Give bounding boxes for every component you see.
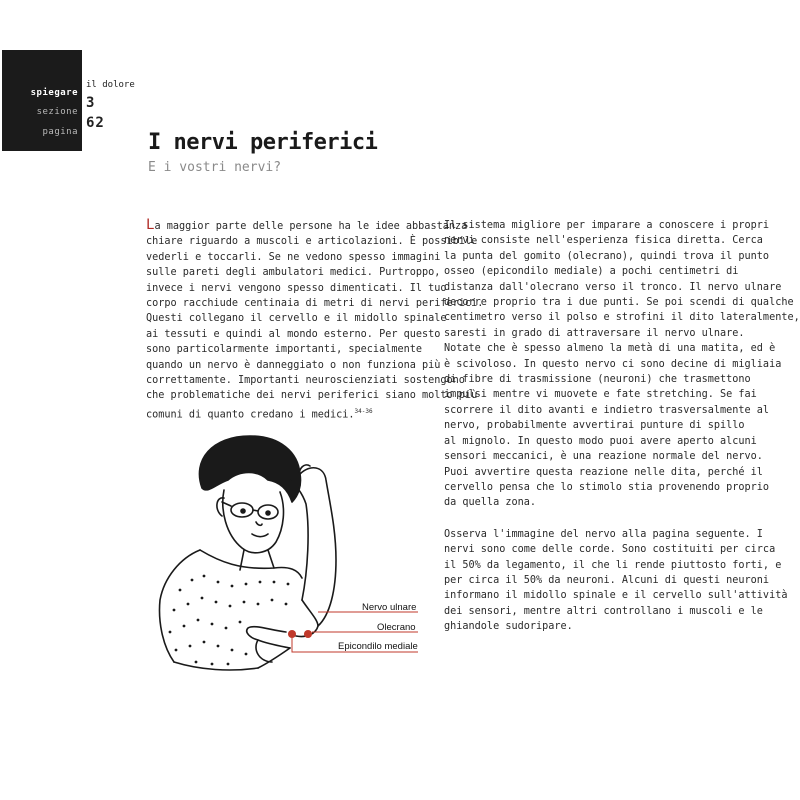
text-line: il 50% da legamento, il che li rende piuttosto forti, e	[444, 559, 782, 571]
olecrano-marker	[288, 630, 296, 638]
left-column-text	[146, 218, 483, 423]
text-line: sensori meccanici, è una reazione normale del nervo.	[444, 451, 763, 463]
text-line: nervi consiste nell'esperienza fisica diretta. Cerca	[444, 235, 763, 247]
text-line: informano il midollo spinale e il cervello sull'attività	[444, 590, 788, 602]
label-epicondilo-mediale: Epicondilo mediale	[338, 641, 418, 652]
page-subtitle: E i vostri nervi?	[148, 160, 282, 175]
category-value: il dolore	[86, 80, 135, 90]
label-olecrano: Olecrano	[377, 622, 416, 633]
page-number: 62	[86, 115, 105, 131]
text-line: Notate che è spesso almeno la metà di una matita, ed è	[444, 343, 776, 355]
citation-superscript: 34-36	[354, 407, 373, 415]
text-line: nervi sono come delle corde. Sono costituiti per circa	[444, 544, 776, 556]
first-line-rest: a maggior parte delle persone ha le idee abbastanza	[154, 221, 468, 232]
text-line: dei sensori, mentre altri controllano i muscoli e le	[444, 605, 763, 617]
text-line: ghiandole sudoripare.	[444, 621, 573, 633]
page-label: pagina	[42, 127, 78, 137]
text-line: correttamente. Importanti neuroscienziati sostengono	[146, 375, 465, 387]
text-line: impulsi mentre vi muovete e fate stretching. Se fai	[444, 389, 757, 401]
text-line: Questi collegano il cervello e il midollo spinale	[146, 313, 447, 325]
text-line: è scivoloso. In questo nervo ci sono decine di migliaia	[444, 358, 782, 370]
text-line: al mignolo. In questo modo puoi avere aperto alcuni	[444, 435, 757, 447]
text-line: decorre proprio tra i due punti. Se poi scendi di qualche	[444, 297, 794, 309]
section-label: sezione	[36, 107, 78, 117]
text-line: sono particolarmente importanti, specialmente	[146, 344, 423, 356]
dropcap: L	[146, 217, 155, 233]
right-column-text	[444, 218, 800, 635]
text-line: quando un nervo è danneggiato o non funziona più	[146, 359, 441, 371]
text-line: la punta del gomito (olecrano), quindi trova il punto	[444, 250, 770, 262]
first-line	[146, 218, 483, 234]
label-nervo-ulnare: Nervo ulnare	[362, 602, 417, 613]
text-line: nervo, probabilmente avvertirai punture di spillo	[444, 420, 745, 432]
epicondilo-marker	[304, 630, 312, 638]
text-line: scorrere il dito avanti e indietro trasversalmente al	[444, 404, 770, 416]
text-line: invece i nervi vengono spesso dimenticati. Il tuo	[146, 282, 447, 294]
category-label: spiegare	[30, 88, 78, 98]
last-line-text: comuni di quanto credano i medici.	[146, 409, 355, 421]
text-line: di fibre di trasmissione (neuroni) che trasmettono	[444, 374, 751, 386]
text-line: Il sistema migliore per imparare a conoscere i propri	[444, 220, 770, 231]
text-line: corpo racchiude centinaia di metri di nervi periferici.	[146, 298, 484, 310]
text-line: saresti in grado di attraversare il nervo ulnare.	[444, 327, 745, 339]
text-line: centimetro verso il polso e strofini il dito lateralmente,	[444, 312, 800, 324]
section-number: 3	[86, 95, 96, 111]
text-line: cervello pensa che lo stimolo stia provenendo proprio	[444, 481, 770, 493]
text-line: distanza dall'olecrano verso il tronco. Il nervo ulnare	[444, 281, 782, 293]
text-line: ai tessuti e quindi al mondo esterno. Per questo	[146, 328, 441, 340]
text-line: vederli e toccarli. Se ne vedono spesso immagini	[146, 251, 441, 263]
text-line: che problematiche dei nervi periferici siano molto più	[146, 390, 478, 402]
text-line: Puoi avvertire questa reazione nelle dita, perché il	[444, 466, 763, 478]
text-line: Osserva l'immagine del nervo alla pagina seguente. I	[444, 528, 763, 540]
text-line: sulle pareti degli ambulatori medici. Purtroppo,	[146, 267, 441, 279]
text-line: chiare riguardo a muscoli e articolazioni. È possibile	[146, 236, 478, 248]
text-line: per circa il 50% da neuroni. Alcuni di questi neuroni	[444, 574, 770, 586]
text-line: osseo (epicondilo mediale) a pochi centimetri di	[444, 266, 739, 278]
paragraph-gap	[444, 511, 800, 527]
text-line: da quella zona.	[444, 497, 537, 509]
page-title: I nervi periferici	[148, 130, 378, 155]
